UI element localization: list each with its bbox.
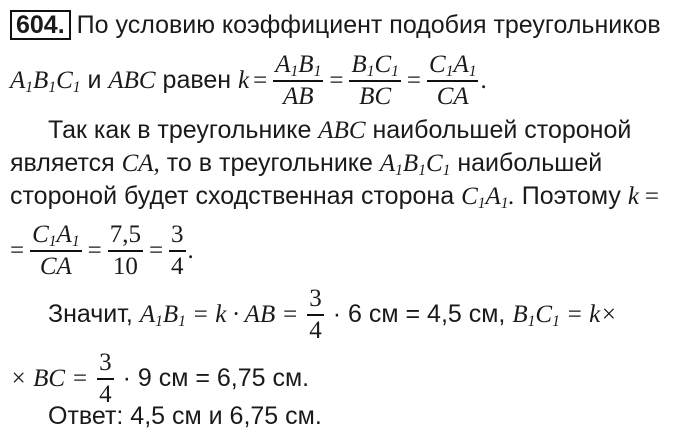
ratio-3-4: $\frac{3}{4}$ bbox=[309, 285, 322, 345]
text-segment: · 9 см = 6,75 см. bbox=[122, 363, 310, 392]
and-word: и bbox=[87, 65, 102, 94]
ratio-3-4: $\frac{3}{4}$ bbox=[171, 221, 184, 281]
ratio-b1c1-bc: $\frac{B_1C_1}{BC}$ bbox=[351, 51, 399, 111]
line-5: стороной будет сходственная сторона $C_1A_1$. Поэтому k = bbox=[10, 182, 660, 212]
side-c1a1: $C_1A_1$. bbox=[461, 183, 515, 212]
k-symbol: k bbox=[627, 183, 639, 210]
triangle-a1b1c1: $A_1B_1C_1$ bbox=[10, 66, 81, 96]
text-segment: Значит, bbox=[48, 299, 133, 328]
ratio-7-5-10: $\frac{7,5}{10}$ bbox=[109, 221, 141, 281]
ratio-3-4: $\frac{3}{4}$ bbox=[99, 349, 112, 409]
answer-text: Ответ: 4,5 см и 6,75 см. bbox=[48, 402, 322, 430]
line-8 bbox=[10, 350, 309, 409]
equals-sign: = bbox=[406, 66, 421, 94]
k-symbol: k bbox=[238, 66, 250, 94]
a1b1-expression: $A_1B_1 = k$ · AB = bbox=[139, 300, 299, 330]
line-6: = $\frac{C_1A_1}{CA}$ = $\frac{7,5}{10}$ = $\frac{3}{4}$ . bbox=[10, 221, 194, 281]
problem-intro-text: По условию коэффициент подобия треугольников bbox=[76, 11, 661, 39]
problem-number-badge: 604. bbox=[10, 10, 71, 40]
line-2: $A_1B_1C_1$ и ABC равен k = $\frac{A_1B_1}{AB}$ = $\frac{B_1C_1}{BC}$ = $\frac{C_1A_1}{CA}$ . bbox=[10, 51, 487, 111]
text-segment: наибольшей стороной bbox=[372, 116, 632, 144]
ratio-a1b1-ab: $\frac{A_1B_1}{AB}$ bbox=[275, 51, 322, 111]
triangle-abc: ABC bbox=[108, 66, 156, 94]
ratio-c1a1-ca: $\frac{C_1A_1}{CA}$ bbox=[429, 51, 477, 111]
side-ca: CA, bbox=[121, 150, 160, 177]
text-segment: Так как в треугольнике bbox=[48, 116, 312, 144]
line-3 bbox=[48, 118, 631, 143]
equals-word: равен bbox=[162, 65, 232, 94]
ratio-c1a1-ca: $\frac{C_1A_1}{CA}$ bbox=[32, 221, 80, 281]
line-7 bbox=[48, 286, 617, 345]
text-segment: · 6 см = 4,5 см, bbox=[332, 299, 506, 328]
text-segment: наибольшей bbox=[457, 149, 603, 177]
equals-sign: = bbox=[253, 66, 268, 94]
text-segment: является bbox=[10, 149, 115, 177]
text-segment: Поэтому bbox=[521, 182, 621, 210]
answer-line bbox=[48, 404, 322, 429]
line-4 bbox=[10, 149, 603, 179]
triangle-a1b1c1: $A_1B_1C_1$ bbox=[379, 150, 451, 179]
equals-sign: = bbox=[329, 66, 344, 94]
bc-expression: × BC = bbox=[10, 364, 89, 392]
triangle-abc: ABC bbox=[318, 117, 366, 144]
text-segment: то в треугольнике bbox=[166, 149, 373, 177]
text-segment: стороной будет сходственная сторона bbox=[10, 182, 455, 210]
line-1 bbox=[10, 10, 661, 40]
b1c1-expression: $B_1C_1 = k\times$ bbox=[512, 300, 618, 330]
